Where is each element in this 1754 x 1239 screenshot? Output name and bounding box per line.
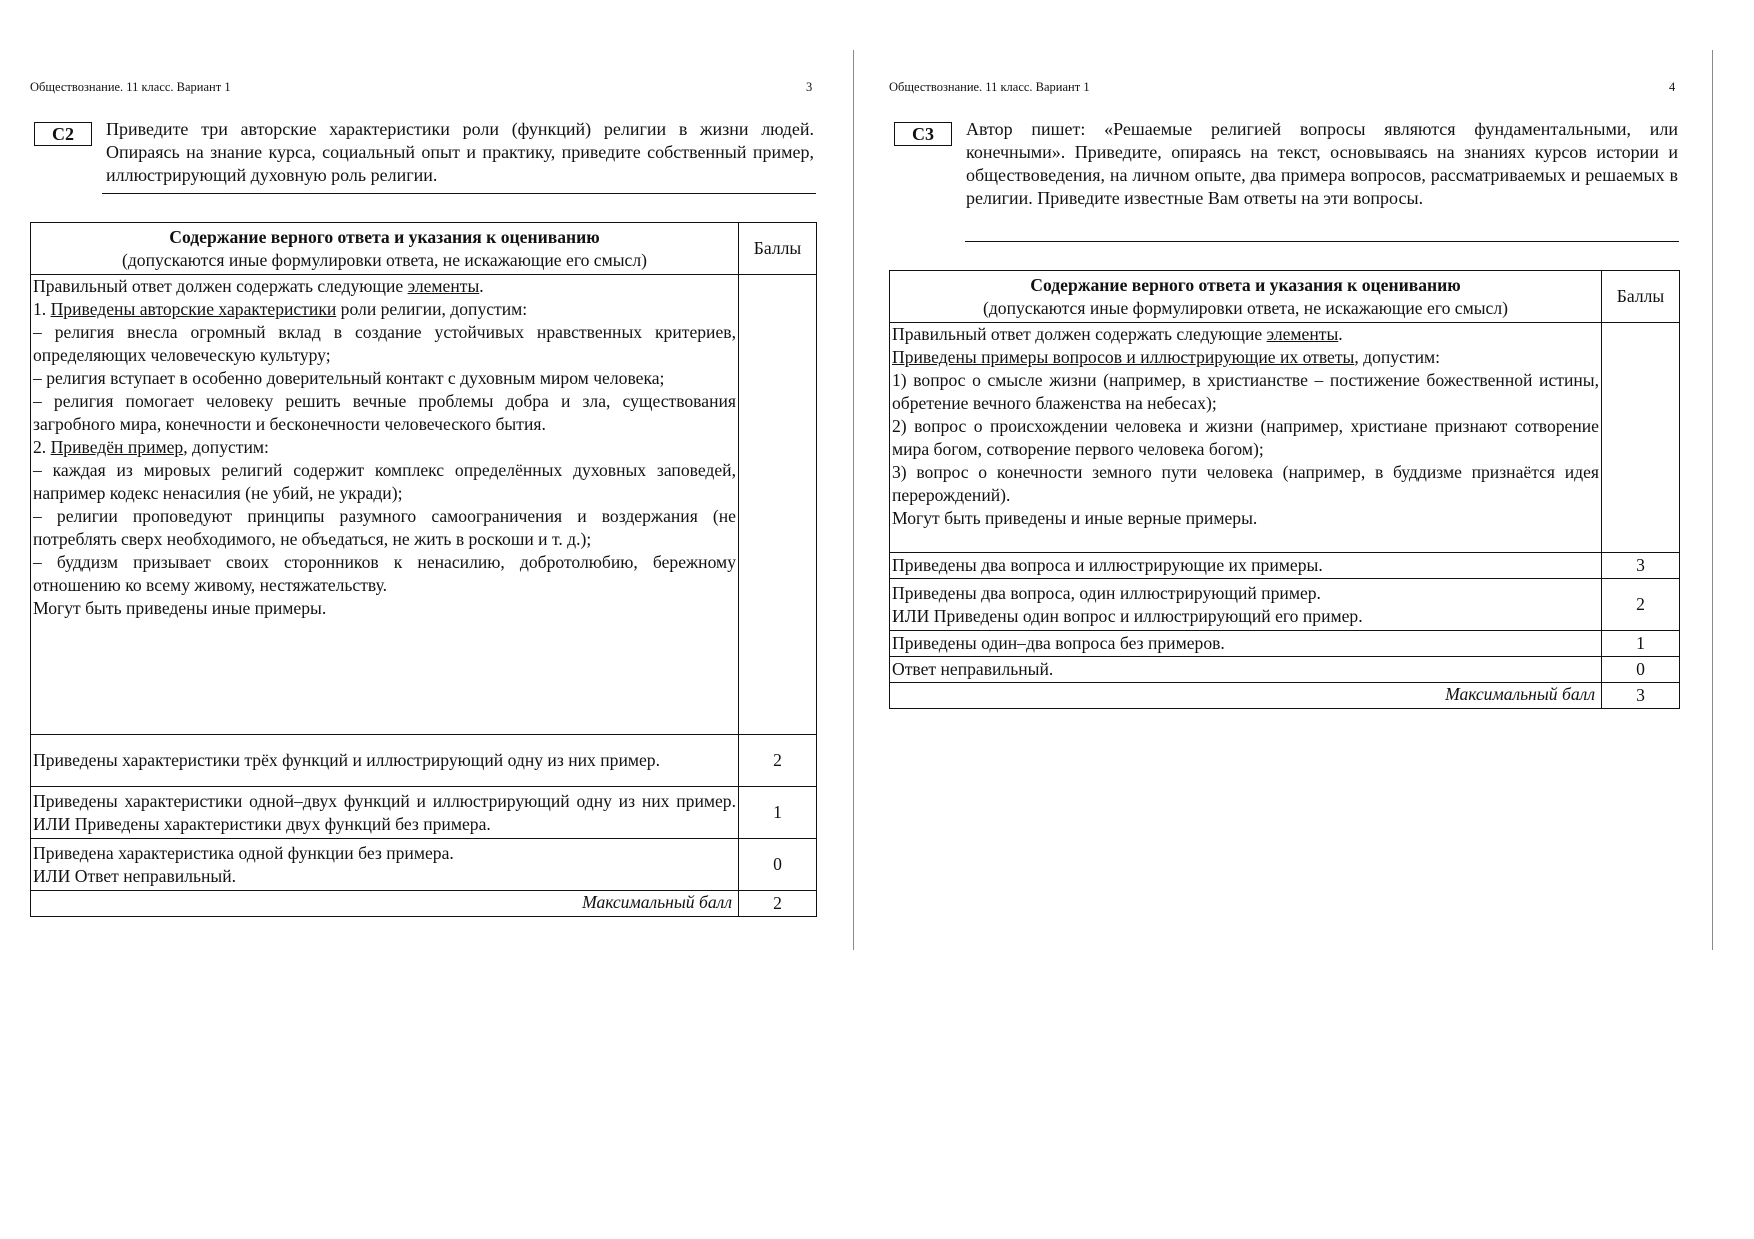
- page-divider: [853, 50, 854, 950]
- score-row: [890, 657, 1680, 683]
- score-points: 0: [1602, 657, 1680, 683]
- header-points: Баллы: [1602, 271, 1680, 323]
- points-empty: [1602, 323, 1680, 553]
- page-right: [858, 0, 1754, 1239]
- table-header-row: [890, 271, 1680, 323]
- table-header: [890, 271, 1602, 323]
- max-points: 2: [739, 891, 817, 917]
- task-underline: [965, 241, 1679, 242]
- bullet: – религия внесла огромный вклад в создание устойчивых нравственных критериев, определяющих человеческую культуру;: [33, 322, 736, 365]
- criteria-line: ИЛИ Приведены один вопрос и иллюстрирующий его пример.: [892, 605, 1363, 626]
- score-points: 2: [739, 735, 817, 787]
- content-row: [31, 275, 817, 735]
- score-row: [31, 839, 817, 891]
- score-criteria: [890, 631, 1602, 657]
- list-rest: , допустим:: [1354, 347, 1441, 367]
- item-rest: , допустим:: [183, 437, 269, 457]
- item-2-heading: [33, 436, 736, 459]
- header-sub: (допускаются иные формулировки ответа, не искажающие его смысл): [121, 249, 648, 270]
- item-number: 1.: [33, 299, 51, 319]
- max-label: Максимальный балл: [890, 683, 1602, 709]
- criteria-text: Ответ неправильный.: [892, 659, 1054, 679]
- grading-table: [889, 270, 1680, 709]
- page-number: 4: [1669, 80, 1676, 94]
- score-row: [31, 787, 817, 839]
- score-row: [890, 631, 1680, 657]
- score-points: 3: [1602, 553, 1680, 579]
- max-label: Максимальный балл: [31, 891, 739, 917]
- criteria-line: ИЛИ Ответ неправильный.: [33, 865, 237, 886]
- intro-period: .: [1338, 324, 1343, 344]
- list-item: 3) вопрос о конечности земного пути человека (например, в буддизме признаётся идея перерождений).: [892, 462, 1599, 505]
- score-criteria: [890, 657, 1602, 683]
- running-head: Обществознание. 11 класс. Вариант 1: [30, 80, 231, 94]
- bullet: – религия вступает в особенно доверительный контакт с духовным миром человека;: [33, 368, 665, 388]
- intro-elements: элементы: [1266, 324, 1339, 344]
- item-rest: роли религии, допустим:: [336, 299, 528, 319]
- item-number: 2.: [33, 437, 51, 457]
- closing-note: Могут быть приведены и иные верные примеры.: [892, 508, 1258, 528]
- max-row: [890, 683, 1680, 709]
- score-row: [890, 579, 1680, 631]
- score-points: 1: [739, 787, 817, 839]
- task-underline: [102, 193, 816, 194]
- list-heading: [892, 346, 1599, 369]
- item-1-heading: [33, 298, 736, 321]
- criteria-text: Приведены два вопроса и иллюстрирующие их примеры.: [892, 555, 1323, 575]
- max-points: 3: [1602, 683, 1680, 709]
- grading-table: [30, 222, 817, 917]
- item-underlined: Приведён пример: [50, 437, 184, 457]
- intro: [33, 275, 736, 298]
- task-c2: [34, 118, 814, 198]
- intro: [892, 323, 1599, 346]
- table-header-row: [31, 223, 817, 275]
- list-item: 1) вопрос о смысле жизни (например, в христианстве – постижение божественной истины, обретение вечного блаженства на небесах);: [892, 370, 1599, 413]
- score-criteria: [31, 787, 739, 839]
- content-row: [890, 323, 1680, 553]
- header-sub: (допускаются иные формулировки ответа, не искажающие его смысл): [982, 297, 1509, 318]
- intro-text: Правильный ответ должен содержать следующие: [33, 276, 408, 296]
- score-criteria: [890, 579, 1602, 631]
- item-underlined: Приведены авторские характеристики: [50, 299, 337, 319]
- score-criteria: [31, 735, 739, 787]
- bullet: – религия помогает человеку решить вечные проблемы добра и зла, существования загробного мира, конечности и бесконечности человеческого бытия.: [33, 391, 736, 434]
- header-points: Баллы: [739, 223, 817, 275]
- criteria-text: Приведены характеристики одной–двух функций и иллюстрирующий одну из них пример. ИЛИ Приведены характеристики двух функций без примера.: [33, 790, 736, 834]
- closing-note: Могут быть приведены иные примеры.: [33, 598, 327, 618]
- header-main: Содержание верного ответа и указания к оцениванию: [169, 226, 600, 247]
- task-code: С3: [894, 122, 952, 146]
- points-empty: [739, 275, 817, 735]
- score-points: 1: [1602, 631, 1680, 657]
- table-header: [31, 223, 739, 275]
- criteria-text: Приведены характеристики трёх функций и иллюстрирующий одну из них пример.: [33, 750, 660, 770]
- list-item: 2) вопрос о происхождении человека и жизни (например, христиане признают сотворение мира богом, сотворение первого человека богом);: [892, 416, 1599, 459]
- list-underlined: Приведены примеры вопросов и иллюстрирующие их ответы: [892, 347, 1355, 367]
- intro-period: .: [479, 276, 484, 296]
- intro-elements: элементы: [407, 276, 480, 296]
- answer-content: [31, 275, 739, 735]
- answer-content: [890, 323, 1602, 553]
- task-code: С2: [34, 122, 92, 146]
- score-points: 0: [739, 839, 817, 891]
- bullet: – каждая из мировых религий содержит комплекс определённых духовных заповедей, например кодекс ненасилия (не убий, не укради);: [33, 460, 736, 503]
- bullet: – буддизм призывает своих сторонников к ненасилию, добротолюбию, бережному отношению ко всему живому, нестяжательству.: [33, 552, 736, 595]
- score-row: [890, 553, 1680, 579]
- score-criteria: [31, 839, 739, 891]
- task-c3: [894, 118, 1678, 238]
- header-main: Содержание верного ответа и указания к оцениванию: [1030, 274, 1461, 295]
- task-text: Автор пишет: «Решаемые религией вопросы являются фундаментальными, или конечными». Приведите, опираясь на текст, основываясь на знаниях курсов истории и обществоведения, на личном опыте, два примера вопросов, рассматриваемых и решаемых в религии. Приведите известные Вам ответы на эти вопросы.: [966, 119, 1678, 208]
- criteria-line: Приведена характеристика одной функции без примера.: [33, 842, 454, 863]
- bullet: – религии проповедуют принципы разумного самоограничения и воздержания (не потреблять сверх необходимого, не объедаться, не жить в роскоши и т. д.);: [33, 506, 736, 549]
- task-text: Приведите три авторские характеристики роли (функций) религии в жизни людей. Опираясь на знание курса, социальный опыт и практику, приведите собственный пример, иллюстрирующий духовную роль религии.: [106, 119, 814, 185]
- max-row: [31, 891, 817, 917]
- page-left: [0, 0, 850, 1239]
- intro-text: Правильный ответ должен содержать следующие: [892, 324, 1267, 344]
- criteria-text: Приведены один–два вопроса без примеров.: [892, 633, 1225, 653]
- score-criteria: [890, 553, 1602, 579]
- criteria-line: Приведены два вопроса, один иллюстрирующий пример.: [892, 582, 1321, 603]
- score-points: 2: [1602, 579, 1680, 631]
- page-number: 3: [806, 80, 813, 94]
- score-row: [31, 735, 817, 787]
- running-head: Обществознание. 11 класс. Вариант 1: [889, 80, 1090, 94]
